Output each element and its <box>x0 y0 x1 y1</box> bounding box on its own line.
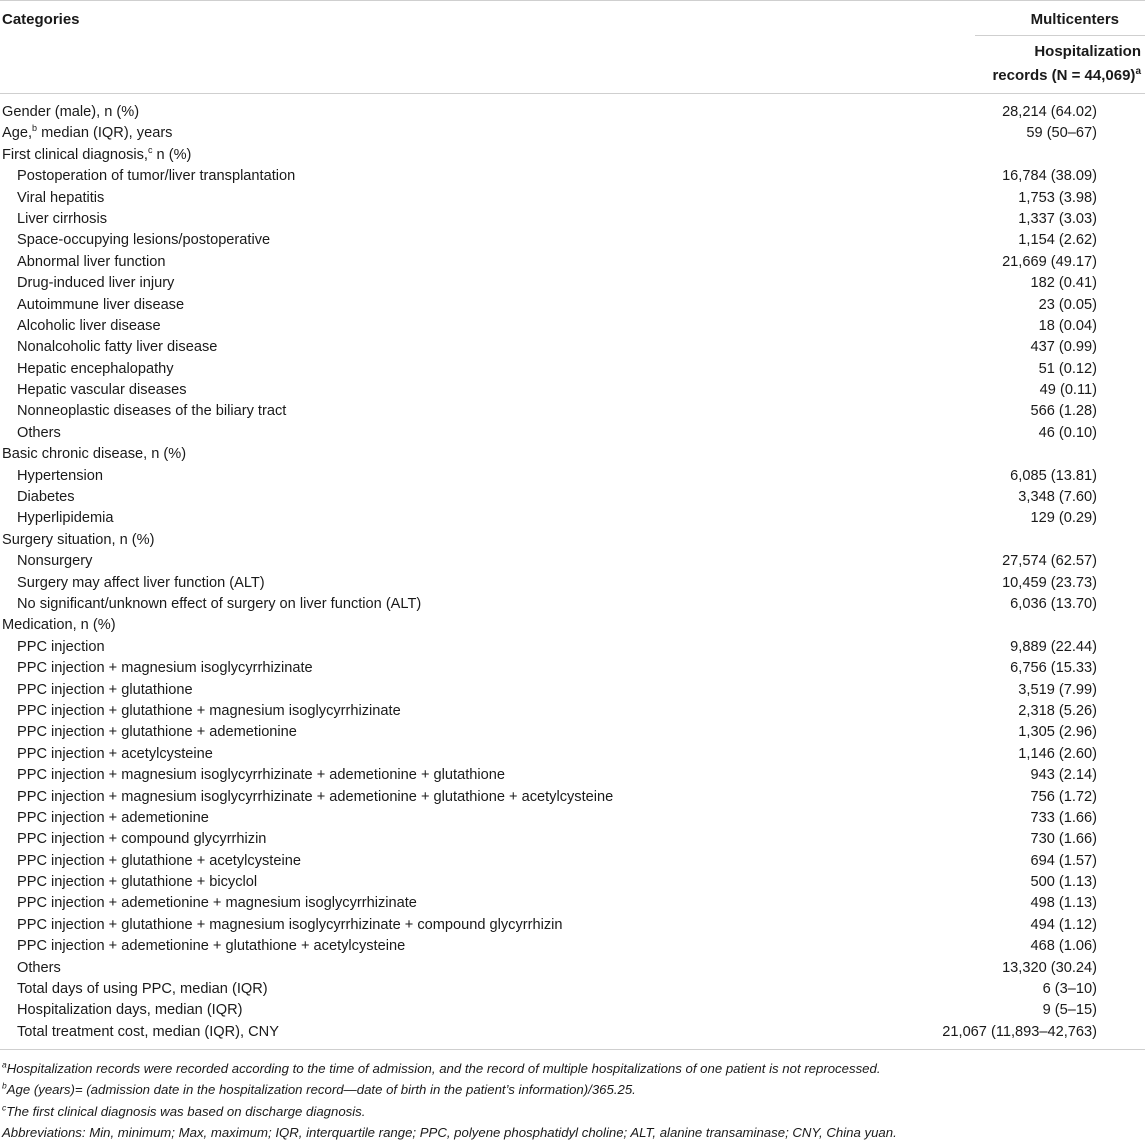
row-label-text: PPC injection + glutathione + acetylcysteine <box>17 852 301 869</box>
row-value: 46 (0.10) <box>1038 424 1097 441</box>
row-label <box>17 573 265 594</box>
row-value: 21,669 (49.17) <box>1002 253 1097 270</box>
row-label-text: Hyperlipidemia <box>17 510 114 527</box>
table-row <box>0 295 1145 316</box>
row-value: 500 (1.13) <box>1030 874 1097 891</box>
row-value: 6,036 (13.70) <box>1010 595 1097 612</box>
table-row <box>0 466 1145 487</box>
row-value: 943 (2.14) <box>1030 767 1097 784</box>
hosp-line-2 <box>992 62 1141 86</box>
row-label <box>17 851 301 872</box>
table-row <box>0 123 1145 144</box>
footnote-marker: c <box>148 144 153 155</box>
table-row <box>0 380 1145 401</box>
table-row <box>0 337 1145 358</box>
row-label-text: Hospitalization days, median (IQR) <box>17 1002 243 1019</box>
row-value: 9,889 (22.44) <box>1010 638 1097 655</box>
row-value: 51 (0.12) <box>1038 360 1097 377</box>
row-label <box>17 188 104 209</box>
row-label-text: PPC injection <box>17 638 105 655</box>
table-row <box>0 744 1145 765</box>
table-row <box>0 765 1145 786</box>
table-row <box>0 188 1145 209</box>
row-label-text: Abnormal liver function <box>17 253 166 270</box>
row-label <box>2 102 139 123</box>
row-label-tail: n (%) <box>152 146 192 163</box>
row-label <box>17 722 297 743</box>
footnotes <box>0 1050 1145 1143</box>
row-label-text: Age, <box>2 125 33 142</box>
row-value: 6,756 (15.33) <box>1010 660 1097 677</box>
table-row <box>0 893 1145 914</box>
row-value: 2,318 (5.26) <box>1018 702 1097 719</box>
table-row <box>0 658 1145 679</box>
row-label-text: PPC injection + glutathione + ademetionine <box>17 724 297 741</box>
row-label-text: Gender (male), n (%) <box>2 104 140 120</box>
row-label-text: Liver cirrhosis <box>17 210 108 227</box>
table-row <box>0 829 1145 850</box>
row-value: 3,348 (7.60) <box>1018 489 1097 506</box>
row-label-text: PPC injection + magnesium isoglycyrrhizinate + ademetionine + glutathione <box>17 767 505 784</box>
table-row <box>0 209 1145 230</box>
table-row <box>0 508 1145 529</box>
table-row <box>0 958 1145 979</box>
table-row <box>0 979 1145 1000</box>
row-label <box>17 765 505 786</box>
row-label <box>17 744 213 765</box>
table-row <box>0 230 1145 251</box>
row-label-tail: median (IQR), years <box>37 125 173 142</box>
row-value: 1,146 (2.60) <box>1018 745 1097 762</box>
row-label <box>17 252 165 273</box>
row-value: 9 (5–15) <box>1042 1002 1097 1019</box>
header-divider <box>975 35 1145 36</box>
row-label <box>17 637 105 658</box>
row-value: 59 (50–67) <box>1026 125 1097 142</box>
row-label-text: Nonsurgery <box>17 553 93 570</box>
table-body <box>0 94 1145 1043</box>
row-label <box>17 551 92 572</box>
row-label <box>17 295 184 316</box>
footnote-text: The first clinical diagnosis was based on discharge diagnosis. <box>6 1103 366 1119</box>
table-row <box>0 573 1145 594</box>
table-row <box>0 680 1145 701</box>
table-row <box>0 145 1145 166</box>
row-label <box>17 872 257 893</box>
table-row <box>0 102 1145 123</box>
row-label-text: Basic chronic disease, n (%) <box>2 446 187 463</box>
row-label-text: Hypertension <box>17 467 103 484</box>
row-label <box>17 594 421 615</box>
row-label-text: PPC injection + magnesium isoglycyrrhizinate <box>17 660 313 677</box>
table-row <box>0 1000 1145 1021</box>
row-value: 28,214 (64.02) <box>1002 104 1097 120</box>
row-label <box>17 273 174 294</box>
table-row <box>0 530 1145 551</box>
row-label <box>17 915 563 936</box>
row-value: 49 (0.11) <box>1039 382 1097 399</box>
row-label-text: PPC injection + ademetionine + glutathione + acetylcysteine <box>17 938 406 955</box>
row-label <box>17 1000 242 1021</box>
row-label <box>17 466 103 487</box>
footnote <box>0 1058 1145 1079</box>
footnote-text: Hospitalization records were recorded according to the time of admission, and the record of multiple hospitalizations of one patient is not reprocessed. <box>6 1061 881 1077</box>
footnote-text: Age (years)= (admission date in the hospitalization record—date of birth in the patient’s information)/365.25. <box>6 1082 636 1098</box>
row-label-text: Diabetes <box>17 489 75 506</box>
row-label-text: Autoimmune liver disease <box>17 296 185 313</box>
row-value: 494 (1.12) <box>1030 916 1097 933</box>
footnote <box>0 1101 1145 1122</box>
row-value: 1,337 (3.03) <box>1018 210 1097 227</box>
row-label-text: Surgery may affect liver function (ALT) <box>17 574 265 591</box>
table-row <box>0 594 1145 615</box>
row-value: 694 (1.57) <box>1030 852 1097 869</box>
row-label <box>17 487 75 508</box>
row-label-text: PPC injection + glutathione + magnesium isoglycyrrhizinate <box>17 702 401 719</box>
row-label-text: No significant/unknown effect of surgery on liver function (ALT) <box>17 595 422 612</box>
table-row <box>0 701 1145 722</box>
table-row <box>0 722 1145 743</box>
row-value: 566 (1.28) <box>1030 403 1097 420</box>
row-label <box>2 530 155 551</box>
table-row <box>0 1022 1145 1043</box>
table-row <box>0 851 1145 872</box>
row-label <box>17 316 161 337</box>
table-row <box>0 936 1145 957</box>
table-row <box>0 872 1145 893</box>
row-label <box>17 829 266 850</box>
row-value: 730 (1.66) <box>1030 831 1097 848</box>
table-row <box>0 487 1145 508</box>
row-value: 23 (0.05) <box>1038 296 1097 313</box>
row-label <box>17 380 187 401</box>
table-row <box>0 423 1145 444</box>
footnote <box>0 1122 1145 1143</box>
table-row <box>0 808 1145 829</box>
table-row <box>0 615 1145 636</box>
footnote-marker: b <box>32 123 38 134</box>
row-label <box>2 615 116 636</box>
row-label-text: Alcoholic liver disease <box>17 317 161 334</box>
table-row <box>0 166 1145 187</box>
row-value: 733 (1.66) <box>1030 809 1097 826</box>
hosp-line-1: Hospitalization <box>1034 43 1141 60</box>
row-label-text: PPC injection + compound glycyrrhizin <box>17 831 267 848</box>
row-label <box>17 423 61 444</box>
row-value: 756 (1.72) <box>1030 788 1097 805</box>
row-label <box>17 359 174 380</box>
row-value: 1,753 (3.98) <box>1018 189 1097 206</box>
row-value: 1,305 (2.96) <box>1018 724 1097 741</box>
row-label-text: Total days of using PPC, median (IQR) <box>17 981 268 998</box>
row-label-text: PPC injection + ademetionine + magnesium isoglycyrrhizinate <box>17 895 417 912</box>
row-label-text: Total treatment cost, median (IQR), CNY <box>17 1023 279 1040</box>
footnote <box>0 1079 1145 1100</box>
hosp-footnote-marker: a <box>1135 66 1141 77</box>
categories-header: Categories <box>2 11 80 28</box>
footnote-text: Abbreviations: Min, minimum; Max, maximum; IQR, interquartile range; PPC, polyene phosphatidyl choline; ALT, alanine transaminase; CNY, China yuan. <box>2 1124 897 1140</box>
row-label <box>17 893 417 914</box>
row-label <box>17 701 401 722</box>
hosp-line-2-text: records (N = 44,069) <box>992 67 1136 84</box>
row-label-text: Nonneoplastic diseases of the biliary tract <box>17 403 287 420</box>
row-value: 21,067 (11,893–42,763) <box>942 1023 1097 1040</box>
row-label-text: PPC injection + glutathione + magnesium isoglycyrrhizinate + compound glycyrrhizin <box>17 916 563 933</box>
row-label <box>17 508 114 529</box>
row-label-text: Viral hepatitis <box>17 189 105 206</box>
row-label-text: Hepatic encephalopathy <box>17 360 174 377</box>
row-label-text: PPC injection + glutathione <box>17 681 193 698</box>
row-value: 437 (0.99) <box>1030 339 1097 356</box>
row-value: 16,784 (38.09) <box>1002 168 1097 185</box>
row-label-text: PPC injection + magnesium isoglycyrrhizinate + ademetionine + glutathione + acetylcysteine <box>17 788 614 805</box>
row-label-text: PPC injection + glutathione + bicyclol <box>17 874 258 891</box>
row-label <box>17 787 613 808</box>
row-value: 27,574 (62.57) <box>1002 553 1097 570</box>
row-label <box>17 958 61 979</box>
table-row <box>0 551 1145 572</box>
row-label <box>17 808 209 829</box>
row-label-text: Others <box>17 959 61 976</box>
row-value: 498 (1.13) <box>1030 895 1097 912</box>
row-label <box>17 936 405 957</box>
row-label <box>2 444 186 465</box>
footnote-marker: a <box>2 1059 7 1070</box>
row-label <box>17 166 295 187</box>
hospitalization-records-header <box>992 42 1141 86</box>
row-value: 129 (0.29) <box>1030 510 1097 527</box>
row-label <box>17 979 268 1000</box>
table-row <box>0 915 1145 936</box>
footnote-marker: b <box>2 1081 7 1091</box>
footnote-marker: c <box>2 1102 7 1113</box>
row-value: 182 (0.41) <box>1030 275 1097 292</box>
row-value: 6,085 (13.81) <box>1010 467 1097 484</box>
row-label <box>17 1022 279 1043</box>
table-row <box>0 252 1145 273</box>
row-value: 6 (3–10) <box>1042 981 1097 998</box>
table-row <box>0 637 1145 658</box>
row-label <box>17 337 217 358</box>
table-row <box>0 273 1145 294</box>
row-label-text: Space-occupying lesions/postoperative <box>17 232 271 249</box>
row-label-text: Hepatic vascular diseases <box>17 382 187 399</box>
row-value: 468 (1.06) <box>1030 938 1097 955</box>
row-label-text: PPC injection + ademetionine <box>17 809 209 826</box>
row-value: 18 (0.04) <box>1038 317 1097 334</box>
row-label-text: PPC injection + acetylcysteine <box>17 745 213 762</box>
multicenters-header: Multicenters <box>1030 11 1119 28</box>
row-label <box>2 123 172 144</box>
row-label-text: Drug-induced liver injury <box>17 275 175 292</box>
row-label-text: First clinical diagnosis, <box>2 146 148 163</box>
row-label <box>17 680 193 701</box>
row-value: 10,459 (23.73) <box>1002 574 1097 591</box>
row-label-text: Medication, n (%) <box>2 617 116 634</box>
row-value: 1,154 (2.62) <box>1018 232 1097 249</box>
row-label-text: Surgery situation, n (%) <box>2 531 155 548</box>
row-label <box>17 209 107 230</box>
table-row <box>0 316 1145 337</box>
row-label <box>17 401 286 422</box>
row-label-text: Nonalcoholic fatty liver disease <box>17 339 218 356</box>
row-label-text: Postoperation of tumor/liver transplantation <box>17 168 296 185</box>
row-label-text: Others <box>17 424 61 441</box>
table-row <box>0 359 1145 380</box>
table-row <box>0 401 1145 422</box>
table-header <box>0 0 1145 94</box>
table-row <box>0 444 1145 465</box>
row-value: 13,320 (30.24) <box>1002 959 1097 976</box>
row-label <box>17 658 313 679</box>
row-label <box>2 145 191 166</box>
row-label <box>17 230 270 251</box>
table-row <box>0 787 1145 808</box>
row-value: 3,519 (7.99) <box>1018 681 1097 698</box>
